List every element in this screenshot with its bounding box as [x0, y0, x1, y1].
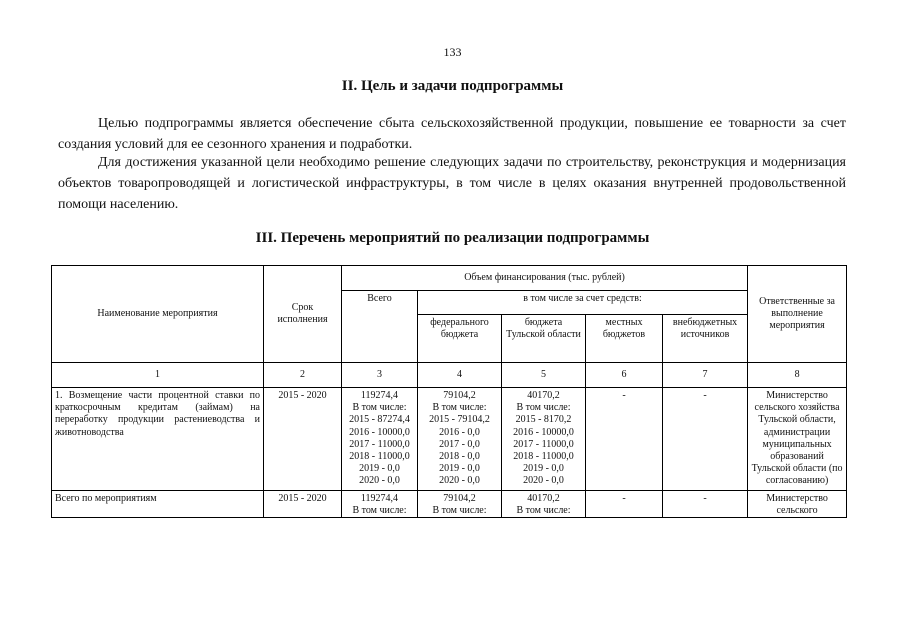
page-number: 133: [443, 45, 462, 59]
total-row-local: [586, 490, 663, 517]
header-financing: Объем финансирования (тыс. рублей): [342, 266, 748, 291]
column-number-row: [52, 363, 847, 388]
total-row-term: [264, 490, 342, 517]
paragraph-tasks-text: Для достижения указанной цели необходимо решение следующих задачи по строительству, реконструкция и модернизация объектов товаропроводящей и логистической инфраструктуры, в том числе в целях оказания внутренней продовольственной помощи населению.: [58, 155, 846, 212]
header-local: местных бюджетов: [586, 315, 663, 363]
section-2-title: II. Цель и задачи подпрограммы: [341, 78, 564, 94]
header-name: Наименование мероприятия: [52, 266, 264, 363]
row-term: 2015 - 2020: [264, 388, 342, 491]
paragraph-tasks: [58, 152, 846, 215]
row-extra: -: [663, 388, 748, 491]
total-row-name-text: Всего по мероприятиям: [55, 492, 157, 504]
total-row-extra-text: -: [703, 492, 707, 504]
column-number: 3: [342, 363, 418, 388]
table-row: [52, 388, 847, 491]
header-total: Всего: [342, 291, 418, 363]
row-federal: 79104,2 В том числе: 2015 - 79104,2 2016 - 0,0 2017 - 0,0 2018 - 0,0 2019 - 0,0 2020 - 0,0: [418, 388, 502, 491]
total-row-total-text: 119274,4 В том числе:: [352, 492, 407, 516]
header-row-1: [52, 266, 847, 291]
column-number: 2: [264, 363, 342, 388]
row-local: -: [586, 388, 663, 491]
row-regional: 40170,2 В том числе: 2015 - 8170,2 2016 - 10000,0 2017 - 11000,0 2018 - 11000,0 2019 - 0,0 2020 - 0,0: [502, 388, 586, 491]
column-number: 6: [586, 363, 663, 388]
row-responsible: Министерство сельского хозяйства Тульской области, администрации муниципальных образований Тульской области (по согласованию): [748, 388, 847, 491]
header-extra: внебюджетных источников: [663, 315, 748, 363]
column-number: 8: [748, 363, 847, 388]
paragraph-goal-text: Целью подпрограммы является обеспечение сбыта сельскохозяйственной продукции, повышение ее товарности за счет создания условий для ее сезонного хранения и подработки.: [58, 116, 846, 152]
total-row-federal-text: 79104,2 В том числе:: [432, 492, 487, 516]
row-name: 1. Возмещение части процентной ставки по краткосрочным кредитам (займам) на переработку продукции растениеводства и животноводства: [52, 388, 264, 491]
total-row-local-text: -: [622, 492, 626, 504]
header-including: в том числе за счет средств:: [418, 291, 748, 315]
total-row-total: [342, 490, 418, 517]
row-total: 119274,4 В том числе: 2015 - 87274,4 2016 - 10000,0 2017 - 11000,0 2018 - 11000,0 2019 - 0,0 2020 - 0,0: [342, 388, 418, 491]
total-row-responsible-text: Министерство сельского: [766, 492, 828, 516]
total-row-extra: [663, 490, 748, 517]
header-federal: федерального бюджета: [418, 315, 502, 363]
column-number: 4: [418, 363, 502, 388]
table-row-total: [52, 490, 847, 517]
total-row-federal: [418, 490, 502, 517]
header-responsible: Ответственные за выполнение мероприятия: [748, 266, 847, 363]
total-row-name: [52, 490, 264, 517]
column-number: 5: [502, 363, 586, 388]
activities-table: [51, 265, 847, 518]
section-3-title: III. Перечень мероприятий по реализации подпрограммы: [255, 230, 650, 246]
column-number: 1: [52, 363, 264, 388]
total-row-regional: [502, 490, 586, 517]
header-term: Срок исполнения: [264, 266, 342, 363]
total-row-regional-text: 40170,2 В том числе:: [516, 492, 571, 516]
total-row-term-text: 2015 - 2020: [278, 492, 327, 504]
column-number: 7: [663, 363, 748, 388]
header-regional: бюджета Тульской области: [502, 315, 586, 363]
paragraph-goal: [58, 113, 846, 155]
total-row-responsible: [748, 490, 847, 517]
